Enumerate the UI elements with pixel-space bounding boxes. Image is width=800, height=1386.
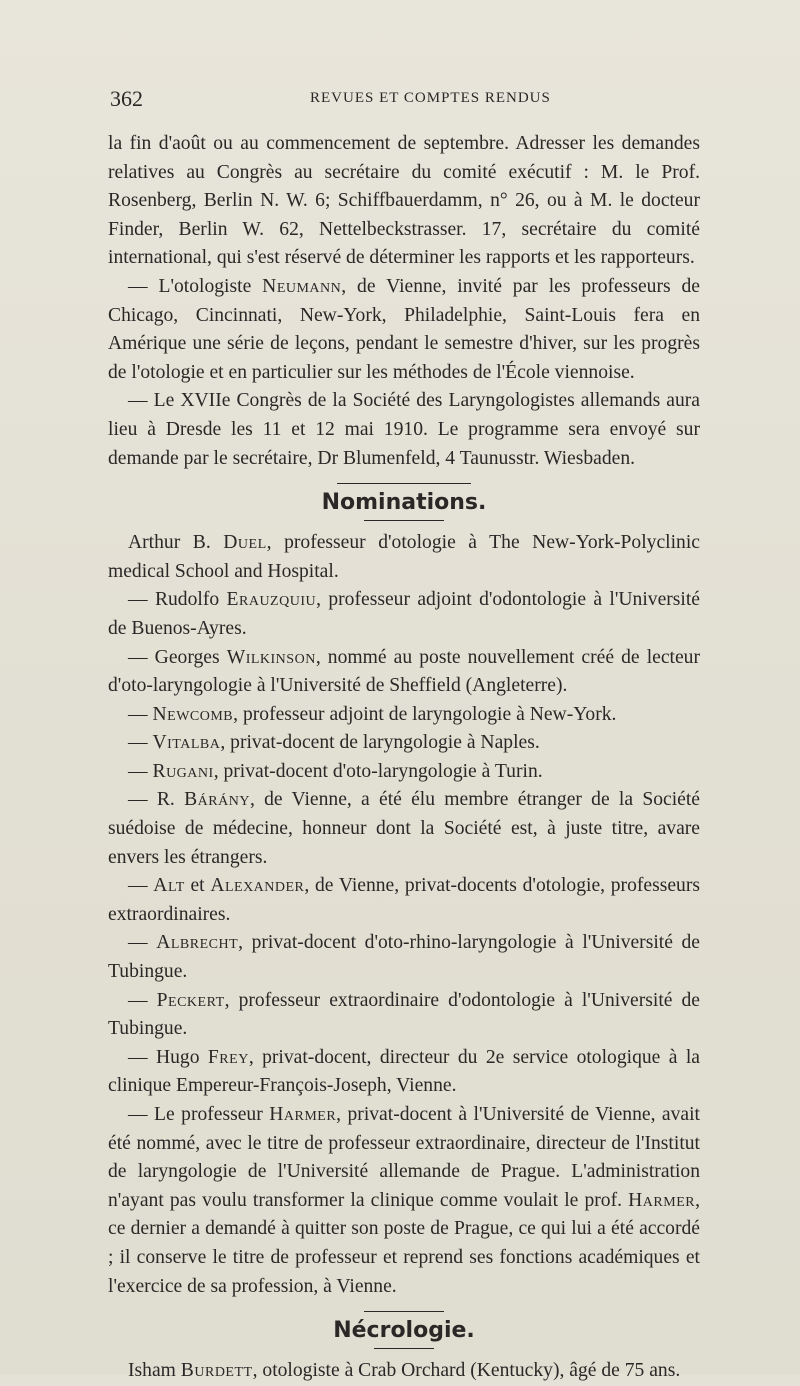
person-name: Newcomb (152, 703, 234, 725)
person-name: Bárány (184, 789, 250, 811)
section-heading-nominations: Nominations. (321, 490, 487, 516)
person-name: Harmer (269, 1104, 337, 1125)
person-name: Erauzquiu (226, 589, 317, 611)
person-name: Peckert (156, 989, 225, 1011)
section-divider (337, 483, 471, 484)
section-divider (364, 520, 444, 521)
list-item: — Le professeur Harmer, privat-docent à l'Université de Vienne, avait été nommé, avec le titre de professeur extraordinaire, directeur de l'Institut de laryngologie de l'Université allemande de Prague. L'administration n'ayant pas voulu transformer la clinique comme voulait le prof. Harmer, ce dernier a demandé à quitter son poste de Prague, ce qui lui a été accordé ; il conserve le titre de professeur et reprend ses fonctions académiques et l'exercice de sa profession, à Vienne. (108, 1104, 700, 1297)
necrologie-list (108, 1357, 700, 1386)
list-item: — Vitalba, privat-docent de laryngologie à Naples. (128, 732, 540, 754)
person-name: Neumann (262, 275, 342, 297)
person-name: Burdett (180, 1360, 253, 1382)
person-name: Alexander (210, 875, 305, 897)
article-body (108, 130, 700, 1386)
section-heading-necrologie: Nécrologie. (333, 1318, 475, 1344)
person-name: Rugani (152, 760, 214, 782)
list-item: — Alt et Alexander, de Vienne, privat-docents d'otologie, professeurs extraordinaires. (108, 875, 700, 925)
list-item: — Newcomb, professeur adjoint de laryngologie à New-York. (128, 703, 617, 725)
list-item: — Georges Wilkinson, nommé au poste nouvellement créé de lecteur d'oto-laryngologie à l'Université de Sheffield (Angleterre). (108, 646, 700, 697)
page-header (110, 86, 700, 116)
list-item: — R. Bárány, de Vienne, a été élu membre étranger de la Société suédoise de médecine, honneur dont la Société est, à juste titre, avare envers les étrangers. (108, 789, 700, 868)
person-name: Vitalba (152, 732, 221, 754)
person-name: Wilkinson (226, 646, 316, 668)
list-item: — Peckert, professeur extraordinaire d'odontologie à l'Université de Tubingue. (108, 989, 700, 1040)
list-item: — Albrecht, privat-docent d'oto-rhino-laryngologie à l'Université de Tubingue. (108, 932, 700, 983)
paragraph: la fin d'août ou au commencement de septembre. Adresser les demandes relatives au Congrès au secrétaire du comité exécutif : M. le Prof. Rosenberg, Berlin N. W. 6; Schiffbauerdamm, n° 26, ou à M. le docteur Finder, Berlin W. 62, Nettelbeckstrasser. 17, secrétaire du comité international, qui s'est réservé de déterminer les rapports et les rapporteurs. (108, 133, 700, 269)
person-name: Alt (153, 875, 185, 897)
person-name: Harmer (628, 1189, 696, 1211)
list-item: — Rudolfo Erauzquiu, professeur adjoint d'odontologie à l'Université de Buenos-Ayres. (108, 589, 701, 639)
paragraph: — Le XVIIe Congrès de la Société des Laryngologistes allemands aura lieu à Dresde les 11 et 12 mai 1910. Le programme sera envoyé sur demande par le secrétaire, Dr Blumenfeld, 4 Taunusstr. Wiesbaden. (108, 390, 700, 469)
section-divider (364, 1311, 444, 1312)
list-item: Isham Burdett, otologiste à Crab Orchard (Kentucky), âgé de 75 ans. (128, 1360, 681, 1382)
paragraph: — L'otologiste Neumann, de Vienne, invité par les professeurs de Chicago, Cincinnati, New-York, Philadelphie, Saint-Louis fera en Amérique une série de leçons, pendant le semestre d'hiver, sur les progrès de l'otologie et en particulier sur les méthodes de l'École viennoise. (108, 275, 700, 383)
running-head: REVUES ET COMPTES RENDUS (310, 90, 551, 106)
person-name: Frey (207, 1046, 249, 1068)
nominations-list (108, 529, 700, 1301)
list-item: Arthur B. Duel, professeur d'otologie à The New-York-Polyclinic medical School and Hospital. (108, 532, 700, 582)
section-divider (374, 1348, 434, 1349)
page-number: 362 (110, 86, 143, 111)
list-item: — Hugo Frey, privat-docent, directeur du 2e service otologique à la clinique Empereur-François-Joseph, Vienne. (108, 1046, 700, 1097)
person-name: Albrecht (156, 932, 239, 954)
person-name: Duel (223, 532, 267, 554)
list-item: — Rugani, privat-docent d'oto-laryngologie à Turin. (128, 760, 543, 782)
